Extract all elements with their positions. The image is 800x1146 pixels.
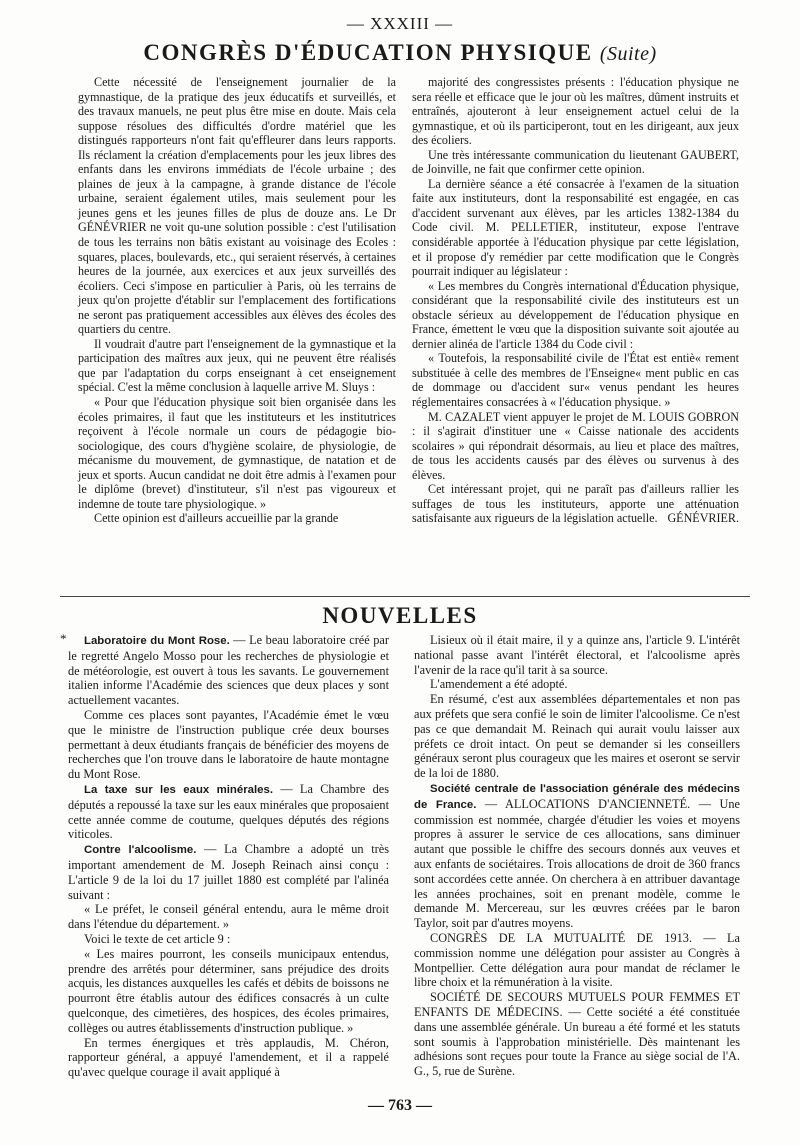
- news-item-text: « Le préfet, le conseil général entendu, aura le même droit dans l'étendue du département. »: [68, 902, 389, 932]
- news-item: [414, 990, 740, 1079]
- news-item-text: Lisieux où il était maire, il y a quinze ans, l'article 9. L'intérêt national passe avant l'intérêt électoral, et l'alcoolisme après l'avenir de la race qu'il tarit à sa source.: [414, 633, 740, 677]
- news-column-left: [68, 633, 389, 1080]
- news-item-text: — Le beau laboratoire créé par le regretté Angelo Mosso pour les recherches de physiologie et de météorologie, est ouvert à tous les savants. Le gouvernement italien informe l'Académie des sciences que deux places y sont actuellement vacantes.: [68, 633, 389, 708]
- news-item-text: En termes énergiques et très applaudis, M. Chéron, rapporteur général, a appuyé l'amendement, et il a rappelé qu'avec quelque courage il avait appliqué à: [68, 1035, 389, 1080]
- news-item-text: CONGRÈS DE LA MUTUALITÉ DE 1913. — La commission nomme une délégation pour assister au Congrès à Montpellier. Cette délégation aura pour mandat de réclamer le libre choix et la rémunération à la visite.: [414, 930, 740, 990]
- paragraph: « Pour que l'éducation physique soit bien organisée dans les écoles primaires, il faut que les instituteurs et les institutrices reçoivent à l'école normale un cours de pédagogie bio-sociologique, des cours d'hygiène scolaire, de physiologie, de mécanisme du mouvement, de gymnastique, de natation et de jeux et sports. Aucun candidat ne doit être admis à l'examen pour le diplôme (brevet) d'instituteur, s'il n'est pas vigoureux et indemne de toute tare physiologique. »: [78, 395, 396, 511]
- news-item: [68, 842, 389, 902]
- paragraph: Une très intéressante communication du lieutenant GAUBERT, de Joinville, ne fait que confirmer cette opinion.: [412, 147, 739, 177]
- running-header: — XXXIII —: [346, 14, 454, 33]
- news-title: NOUVELLES: [322, 603, 478, 628]
- news-item: [414, 677, 740, 692]
- article-column-right: [412, 75, 739, 526]
- author-signature: GÉNÉVRIER.: [667, 511, 739, 526]
- news-item: [414, 633, 740, 677]
- page-number: — 763 —: [368, 1097, 432, 1114]
- paragraph: « Toutefois, la responsabilité civile de l'État est entiè« rement substituée à celle des membres de l'Enseigne« ment public en cas de dommage ou d'accident sur« venus pendant les heures réglementaires consacrées à « l'éducation physique. »: [412, 351, 739, 410]
- asterisk-mark: *: [60, 631, 67, 646]
- news-item-heading: La taxe sur les eaux minérales.: [84, 783, 273, 796]
- paragraph: majorité des congressistes présents : l'éducation physique ne sera réelle et efficace que le jour où les maîtres, dûment instruits et entraînés, ajouteront à leur enseignement actuel celui de la gymnastique, et où ils participeront, tout en les dirigeant, aux jeux des écoliers.: [412, 75, 739, 148]
- news-item-text: SOCIÉTÉ DE SECOURS MUTUELS POUR FEMMES ET ENFANTS DE MÉDECINS. — Cette société a été constituée dans une assemblée générale. Un bureau a été formé et les statuts sont soumis à l'approbation ministérielle. Dès maintenant les adhésions sont reçues pour toute la France au siège social de l'A. G., 5, rue de Surène.: [414, 990, 740, 1079]
- news-item-heading: Contre l'alcoolisme.: [84, 844, 197, 857]
- news-item-text: — ALLOCATIONS D'ANCIENNETÉ. — Une commission est nommée, chargée d'étudier les voies et moyens propres à assurer le service de ces allocations, sans diminuer autant que possible le chiffre des secours donnés aux veuves et aux enfants de sociétaires. Trois allocations de droit de 360 francs sont accordées cette année. On cherchera à en attribuer davantage les années prochaines, soit en prenant modèle, comme le demande M. Mercereau, sur les œuvres créées par le baron Taylor, soit par d'autres moyens.: [414, 796, 740, 931]
- news-item: [68, 932, 389, 947]
- paragraph: Il voudrait d'autre part l'enseignement de la gymnastique et la participation des maîtres aux jeux, qui ne peuvent être réalisés que par l'adaptation du corps enseignant à cet enseignement spécial. C'est la même conclusion à laquelle arrive M. Sluys :: [78, 336, 396, 395]
- news-item-text: « Les maires pourront, les conseils municipaux entendus, prendre des arrêtés pour déterminer, sans préjudice des droits acquis, les distances auxquelles les cafés et débits de boissons ne pourront être établis autour des édifices consacrés à un culte quelconque, des cimetières, des hospices, des écoles primaires, collèges ou autres établissements d'instruction publique. »: [68, 946, 389, 1035]
- news-item: [414, 692, 740, 781]
- article-title-text: CONGRÈS D'ÉDUCATION PHYSIQUE: [143, 40, 593, 65]
- news-item-text: L'amendement a été adopté.: [430, 677, 568, 692]
- news-item-text: — La Chambre des députés a repoussé la taxe sur les eaux minérales que proposaient cette année comme de coutume, quelques députés des régions viticoles.: [68, 781, 389, 842]
- news-item: [68, 947, 389, 1036]
- paragraph: Cette nécessité de l'enseignement journalier de la gymnastique, de la pratique des jeux éducatifs et surveillés, et des travaux manuels, ne peut plus être mise en doute. Mais cela suppose résolues des difficultés d'ordre matériel que les distingués rapporteurs n'ont fait qu'effleurer dans leurs rapports. Ils réclament la création d'emplacements pour les jeux libres des enfants dans les environs immédiats de l'école urbaine ; des plaines de jeux à la campagne, à grande distance de l'école urbaine, seraient également utiles, mais seulement pour les jeunes gens et les jeunes filles de plus de douze ans. Le Dr GÉNÉVRIER ne voit qu-une solution possible : c'est l'utilisation de tous les terrains non bâtis existant au voisinage des Ecoles : squares, places, boulevards, etc., qui seraient réservés, à certaines heures de la journée, aux exercices et aux jeux surveillés des écoliers. Ceci s'impose en particulier à Paris, où les terrains de jeux qu'on projette d'établir sur l'emplacement des fortifications ne seront pas pratiquement accessibles aux élèves des écoles des quartiers du centre.: [78, 75, 396, 337]
- news-item-heading: Laboratoire du Mont Rose.: [84, 635, 230, 647]
- news-item: [68, 708, 389, 782]
- paragraph: Cette opinion est d'ailleurs accueillie par la grande: [94, 511, 339, 526]
- news-item: [68, 902, 389, 932]
- paragraph: M. CAZALET vient appuyer le projet de M. LOUIS GOBRON : il s'agirait d'instituer une « Caisse nationale des accidents scolaires » qui répondrait désormais, au lieu et place des maîtres, de tous les accidents causés par des élèves ou survenus à des élèves.: [412, 409, 739, 482]
- news-item: [414, 781, 740, 931]
- news-item: [68, 1036, 389, 1080]
- article-title: [0, 40, 800, 66]
- article-column-left: [78, 75, 396, 526]
- section-divider: [60, 596, 750, 597]
- news-column-right: [414, 633, 740, 1079]
- paragraph: « Les membres du Congrès international d'Éducation physique, considérant que la responsabilité civile des instituteurs est un obstacle sérieux au développement de l'éducation physique en France, émettent le vœu que la disposition suivante soit ajoutée au dernier alinéa de l'article 1384 du Code civil :: [412, 278, 739, 351]
- news-item: [68, 782, 389, 842]
- news-item-text: En résumé, c'est aux assemblées départementales et non pas aux préfets que sera confié le soin de limiter l'alcoolisme. Ce n'est pas ce que demandait M. Reinach qui aurait voulu laisser aux préfets ce droit intact. On peut se demander si les conseillers généraux seront plus courageux que les maires et oseront se servir de la loi de 1880.: [414, 692, 740, 781]
- paragraph: La dernière séance a été consacrée à l'examen de la situation faite aux instituteurs, dont la responsabilité est engagée, en cas d'accident survenant aux élèves, par les articles 1382-1384 du Code civil. M. PELLETIER, instituteur, expose l'entrave considérable apportée à l'éducation physique par cette législation, et il propose d'y remédier par cette modification que le Congrès pourrait indiquer au législateur :: [412, 176, 739, 279]
- article-title-suffix: (Suite): [599, 43, 657, 65]
- news-item-text: — La Chambre a adopté un très important amendement de M. Joseph Reinach ainsi conçu : L'article 9 de la loi du 17 juillet 1880 est complété par l'alinéa suivant :: [68, 842, 389, 902]
- news-item-text: Comme ces places sont payantes, l'Académie émet le vœu que le ministre de l'instruction publique crée deux bourses permettant à deux étudiants français de bénéficier des moyens de recherches que l'on trouve dans le laboratoire de haute montagne du Mont Rose.: [68, 707, 389, 782]
- news-item: [68, 633, 389, 708]
- paragraph: Cet intéressant projet, qui ne paraît pas d'ailleurs rallier les suffages de tous les instituteurs, apporte une atténuation satisfaisante aux rigueurs de la législation actuelle.: [412, 482, 739, 526]
- news-item-heading: Société centrale de l'association générale des médecins de France.: [414, 782, 740, 811]
- news-item-text: Voici le texte de cet article 9 :: [84, 931, 231, 946]
- news-item: [414, 931, 740, 990]
